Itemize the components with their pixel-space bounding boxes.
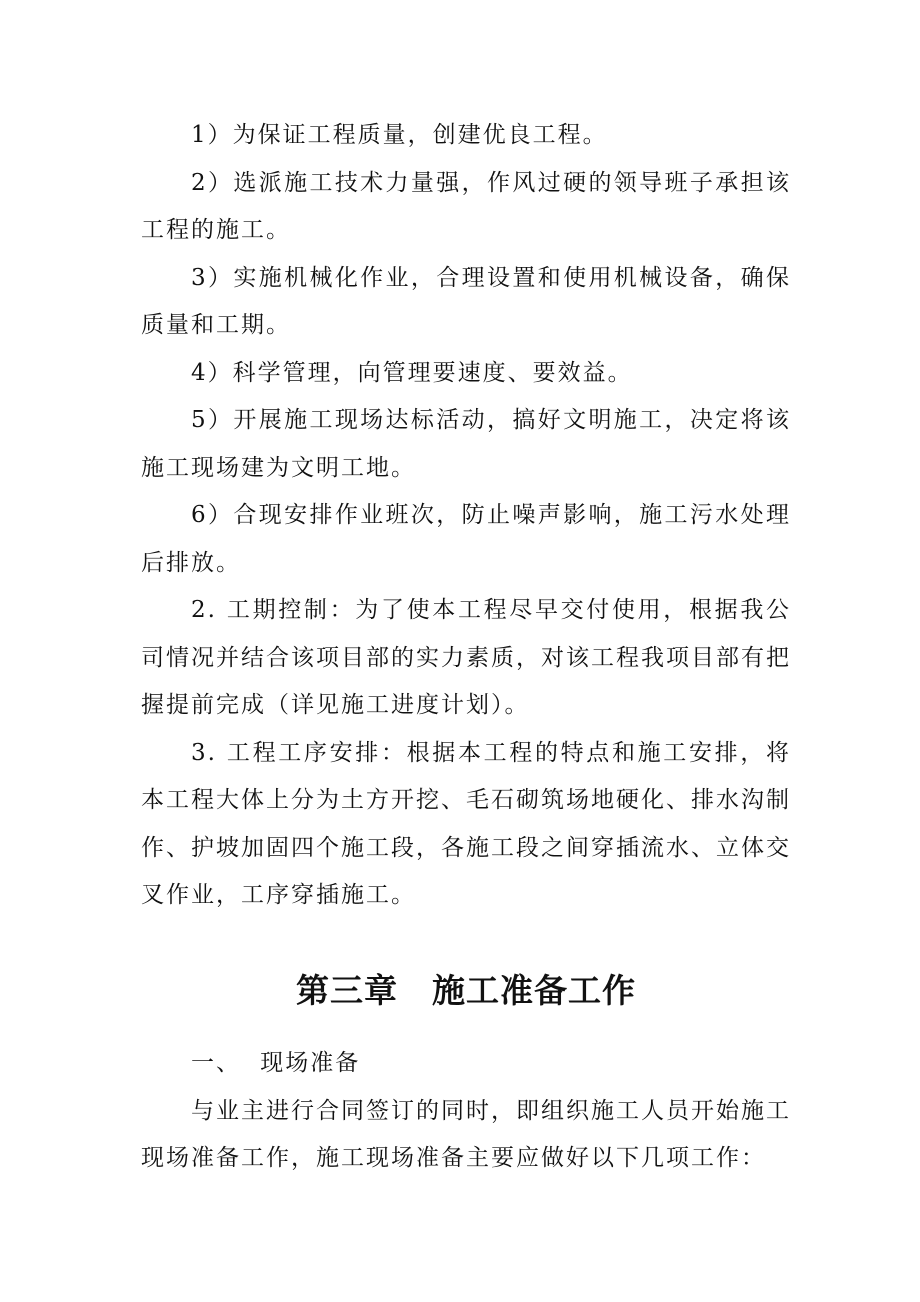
chapter-heading: 第三章 施工准备工作: [296, 971, 636, 1010]
process-arrangement-paragraph: 3. 工程工序安排：根据本工程的特点和施工安排，将本工程大体上分为土方开挖、毛石砌筑场地硬化、排水沟制作、护坡加固四个施工段，各施工段之间穿插流水、立体交叉作业，工序穿插施工。: [141, 739, 791, 908]
section-body: [141, 1040, 791, 1183]
list-item-2: 2）选派施工技术力量强，作风过硬的领导班子承担该工程的施工。: [141, 169, 791, 243]
list-item-4: 4）科学管理，向管理要速度、要效益。: [191, 359, 633, 386]
document-body: [141, 112, 791, 920]
list-item-5: 5）开展施工现场达标活动，搞好文明施工，决定将该施工现场建为文明工地。: [141, 407, 791, 481]
list-item-3: 3）实施机械化作业，合理设置和使用机械设备，确保质量和工期。: [141, 264, 791, 338]
section-title: 一、 现场准备: [191, 1050, 361, 1076]
list-item-6: 6）合现安排作业班次，防止噪声影响，施工污水处理后排放。: [141, 502, 791, 576]
list-item-1: 1）为保证工程质量，创建优良工程。: [191, 122, 608, 148]
section-paragraph: 与业主进行合同签订的同时，即组织施工人员开始施工现场准备工作，施工现场准备主要应做好以下几项工作：: [141, 1097, 791, 1171]
schedule-control-paragraph: 2. 工期控制：为了使本工程尽早交付使用，根据我公司情况并结合该项目部的实力素质，对该工程我项目部有把握提前完成（详见施工进度计划）。: [141, 597, 791, 718]
